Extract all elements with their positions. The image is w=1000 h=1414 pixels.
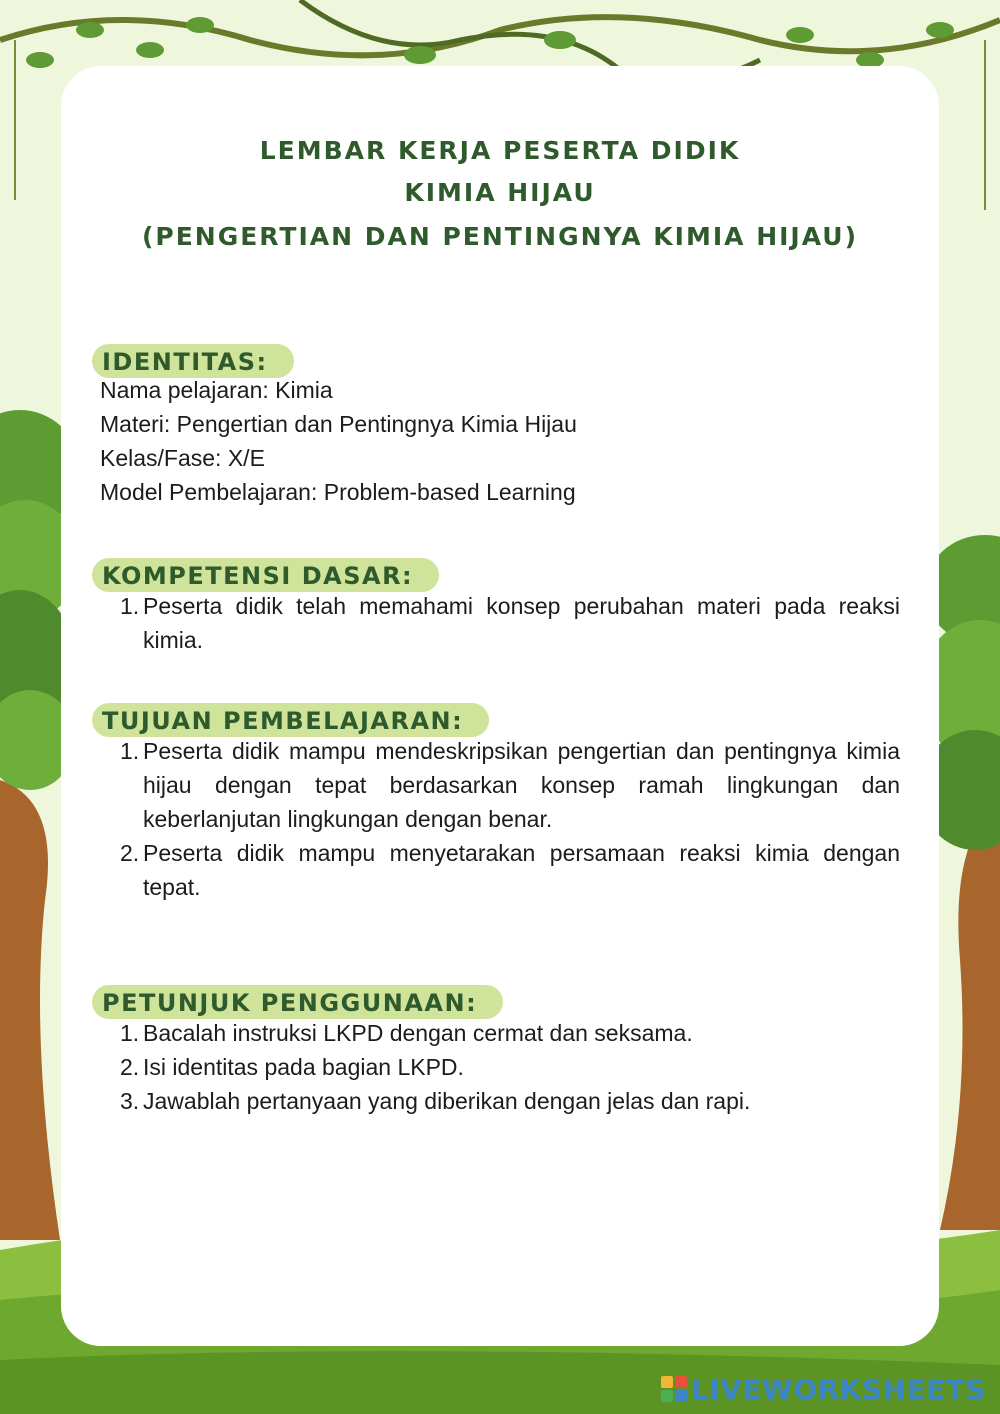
identitas-materi: Materi: Pengertian dan Pentingnya Kimia Hijau	[100, 411, 577, 437]
list-text: Bacalah instruksi LKPD dengan cermat dan seksama.	[143, 1020, 693, 1046]
list-item	[100, 1084, 900, 1118]
list-number: 1.	[120, 1020, 140, 1046]
identitas-nama-pelajaran: Nama pelajaran: Kimia	[100, 377, 333, 403]
petunjuk-heading: PETUNJUK PENGGUNAAN:	[92, 985, 503, 1019]
list-text: Isi identitas pada bagian LKPD.	[143, 1054, 464, 1080]
list-number: 3.	[120, 1088, 140, 1114]
list-text: Peserta didik mampu mendeskripsikan pengertian dan pentingnya kimia hijau dengan tepat berdasarkan konsep ramah lingkungan dan keberlanjutan lingkungan dengan benar.	[143, 738, 900, 832]
tujuan-list	[100, 734, 900, 904]
identitas-kelas-fase: Kelas/Fase: X/E	[100, 445, 265, 471]
watermark-text: LIVEWORKSHEETS	[690, 1372, 986, 1406]
list-item	[100, 1016, 900, 1050]
liveworksheets-logo-icon	[661, 1376, 687, 1402]
list-item	[100, 734, 900, 836]
kompetensi-list	[100, 589, 900, 657]
kompetensi-heading: KOMPETENSI DASAR:	[92, 558, 439, 592]
list-text: Peserta didik telah memahami konsep perubahan materi pada reaksi kimia.	[143, 593, 900, 653]
list-number: 1.	[120, 738, 140, 764]
title-line-1: LEMBAR KERJA PESERTA DIDIK	[259, 136, 741, 165]
identitas-heading: IDENTITAS:	[92, 344, 294, 378]
list-text: Peserta didik mampu menyetarakan persamaan reaksi kimia dengan tepat.	[143, 840, 900, 900]
title-line-2: KIMIA HIJAU	[404, 178, 596, 207]
list-number: 2.	[120, 840, 140, 866]
list-item	[100, 1050, 900, 1084]
list-number: 2.	[120, 1054, 140, 1080]
list-item	[100, 836, 900, 904]
tujuan-heading: TUJUAN PEMBELAJARAN:	[92, 703, 489, 737]
petunjuk-list	[100, 1016, 900, 1118]
list-item	[100, 589, 900, 657]
list-number: 1.	[120, 593, 140, 619]
identitas-model-pembelajaran: Model Pembelajaran: Problem-based Learning	[100, 479, 576, 505]
liveworksheets-watermark[interactable]	[661, 1372, 986, 1406]
title-line-3: (PENGERTIAN DAN PENTINGNYA KIMIA HIJAU)	[141, 222, 859, 251]
list-text: Jawablah pertanyaan yang diberikan dengan jelas dan rapi.	[143, 1088, 751, 1114]
